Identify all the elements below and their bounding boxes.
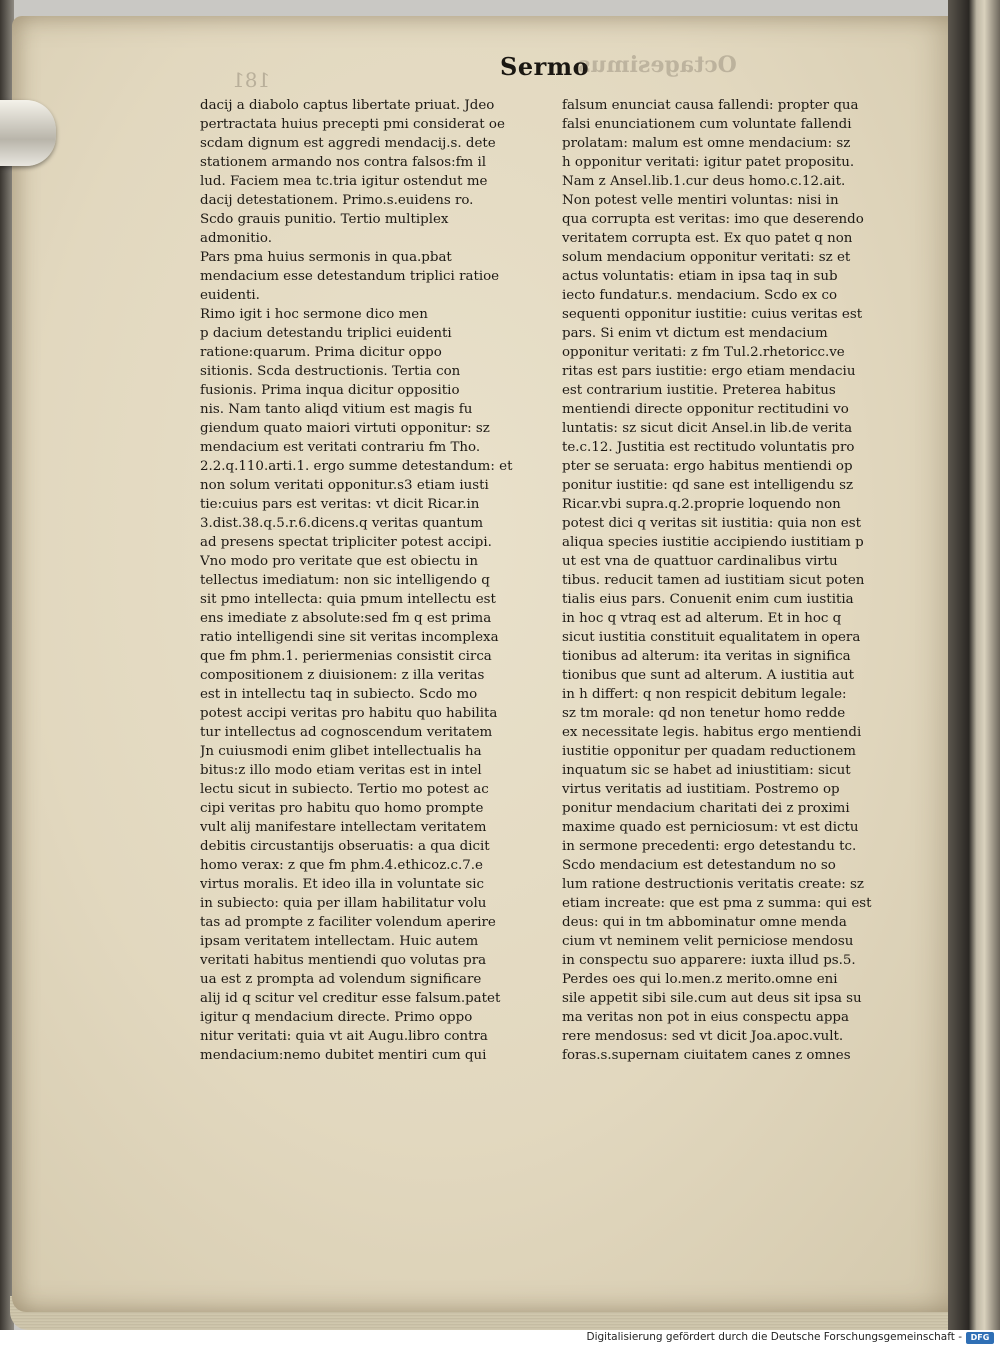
text-line: veritati habitus mentiendi quo volutas pra (200, 953, 487, 968)
text-line: lud. Faciem mea tc.tria igitur ostendut me (200, 174, 488, 189)
text-line: in conspectu suo apparere: iuxta illud ps.5. (562, 953, 856, 968)
text-line: que fm phm.1. periermenias consistit circa (200, 649, 492, 664)
text-line: mendacium:nemo dubitet mentiri cum qui (200, 1048, 487, 1063)
text-line: sequenti opponitur iustitie: cuius veritas est (562, 307, 863, 322)
page-clip (0, 100, 56, 166)
text-line: ratio intelligendi sine sit veritas incomplexa (200, 630, 499, 645)
text-line: inquatum sic se habet ad iniustitiam: sicut (562, 763, 851, 778)
text-line: tie:cuius pars est veritas: vt dicit Ricar.in (200, 497, 480, 512)
text-line: te.c.12. Justitia est rectitudo voluntatis pro (562, 440, 855, 455)
text-line: nitur veritati: quia vt ait Augu.libro contra (200, 1029, 488, 1044)
text-line: in h differt: q non respicit debitum legale: (562, 687, 847, 702)
text-line: tionibus que sunt ad alterum. A iustitia aut (562, 668, 854, 683)
text-line: ens imediate z absolute:sed fm q est prima (200, 611, 492, 626)
text-line: pars. Si enim vt dictum est mendacium (562, 326, 828, 341)
text-line: Ricar.vbi supra.q.2.proprie loquendo non (562, 497, 841, 512)
text-line: actus voluntatis: etiam in ipsa taq in sub (562, 269, 838, 284)
text-line: euidenti. (200, 288, 260, 303)
text-line: Scdo grauis punitio. Tertio multiplex (200, 212, 449, 227)
text-line: in sermone precedenti: ergo detestandu tc. (562, 839, 857, 854)
text-line: falsi enunciationem cum voluntate fallendi (562, 117, 852, 132)
text-line: sitionis. Scda destructionis. Tertia con (200, 364, 461, 379)
text-line: lectu sicut in subiecto. Tertio mo potest ac (200, 782, 489, 797)
text-line: pter se seruata: ergo habitus mentiendi op (562, 459, 853, 474)
text-line: mendacium est veritati contrariu fm Tho. (200, 440, 481, 455)
text-line: in hoc q vtraq est ad alterum. Et in hoc q (562, 611, 842, 626)
text-line: debitis circustantijs obseruatis: a qua dicit (200, 839, 490, 854)
text-line: virtus veritatis ad iustitiam. Postremo op (562, 782, 840, 797)
text-line: Nam z Ansel.lib.1.cur deus homo.c.12.ait. (562, 174, 846, 189)
text-line: deus: qui in tm abbominatur omne menda (562, 915, 847, 930)
text-line: prolatam: malum est omne mendacium: sz (562, 136, 851, 151)
text-line: ponitur mendacium charitati dei z proximi (562, 801, 850, 816)
text-line: sz tm morale: qd non tenetur homo redde (562, 706, 846, 721)
text-line: bitus:z illo modo etiam veritas est in intel (200, 763, 482, 778)
text-line: Scdo mendacium est detestandum no so (562, 858, 836, 873)
show-through-heading: Octagesimus (578, 52, 737, 78)
text-line: iecto fundatur.s. mendacium. Scdo ex co (562, 288, 838, 303)
text-line: qua corrupta est veritas: imo que deserendo (562, 212, 864, 227)
text-line: in subiecto: quia per illam habilitatur volu (200, 896, 487, 911)
text-line: aliqua species iustitie accipiendo iustitiam p (562, 535, 864, 550)
text-line: Perdes oes qui lo.men.z merito.omne eni (562, 972, 838, 987)
text-line: ua est z prompta ad volendum significare (200, 972, 482, 987)
text-line: Vno modo pro veritate que est obiectu in (200, 554, 478, 569)
text-line: tionibus ad alterum: ita veritas in significa (562, 649, 851, 664)
text-line: mendacium esse detestandum triplici ratioe (200, 269, 500, 284)
text-line: ratione:quarum. Prima dicitur oppo (200, 345, 442, 360)
text-line: luntatis: sz sicut dicit Ansel.in lib.de verita (562, 421, 853, 436)
text-line: tibus. reducit tamen ad iustitiam sicut poten (562, 573, 865, 588)
text-line: solum mendacium opponitur veritati: sz et (562, 250, 851, 265)
text-line: ritas est pars iustitie: ergo etiam mendaciu (562, 364, 856, 379)
text-line: pertractata huius precepti pmi considerat oe (200, 117, 505, 132)
text-line: Pars pma huius sermonis in qua.pbat (200, 250, 452, 265)
text-line: lum ratione destructionis veritatis create: sz (562, 877, 864, 892)
text-line: nis. Nam tanto aliqd vitium est magis fu (200, 402, 473, 417)
text-line: stationem armando nos contra falsos:fm il (200, 155, 487, 170)
text-line: tur intellectus ad cognoscendum veritatem (200, 725, 493, 740)
text-line: ad presens spectat tripliciter potest accipi. (200, 535, 492, 550)
text-line: p dacium detestandu triplici euidenti (200, 326, 452, 341)
text-line: igitur q mendacium directe. Primo oppo (200, 1010, 473, 1025)
text-line: tialis eius pars. Conuenit enim cum iustitia (562, 592, 854, 607)
text-line: maxime quado est perniciosum: vt est dictu (562, 820, 859, 835)
text-line: Rimo igit i hoc sermone dico men (200, 307, 428, 322)
book-edge-right (948, 0, 1000, 1330)
text-line: falsum enunciat causa fallendi: propter qua (562, 98, 859, 113)
text-line: foras.s.supernam ciuitatem canes z omnes (562, 1048, 851, 1063)
dfg-logo-icon: DFG (966, 1332, 994, 1344)
left-text-column (200, 96, 546, 1065)
text-line: cium vt neminem velit perniciose mendosu (562, 934, 854, 949)
text-line: potest dici q veritas sit iustitia: quia non est (562, 516, 861, 531)
text-line: tellectus imediatum: non sic intelligendo q (200, 573, 490, 588)
text-line: opponitur veritati: z fm Tul.2.rhetoricc.ve (562, 345, 845, 360)
text-line: ex necessitate legis. habitus ergo mentiendi (562, 725, 862, 740)
text-line: ponitur iustitie: qd sane est intelligendu sz (562, 478, 854, 493)
text-line: h opponitur veritati: igitur patet propositu. (562, 155, 855, 170)
text-line: ipsam veritatem intellectam. Huic autem (200, 934, 479, 949)
text-line: est in intellectu taq in subiecto. Scdo mo (200, 687, 478, 702)
text-line: 3.dist.38.q.5.r.6.dicens.q veritas quantum (200, 516, 484, 531)
text-line: dacij detestationem. Primo.s.euidens ro. (200, 193, 474, 208)
text-line: dacij a diabolo captus libertate priuat. Jdeo (200, 98, 495, 113)
running-head: Sermo (500, 52, 590, 81)
text-line: ut est vna de quattuor cardinalibus virtu (562, 554, 838, 569)
text-line: vult alij manifestare intellectam veritatem (200, 820, 487, 835)
text-line: sit pmo intellecta: quia pmum intellectu est (200, 592, 496, 607)
text-line: Jn cuiusmodi enim glibet intellectualis ha (200, 744, 482, 759)
text-line: sicut iustitia constituit equalitatem in opera (562, 630, 861, 645)
footer-bar (0, 1330, 1000, 1347)
text-line: iustitie opponitur per quadam reductionem (562, 744, 856, 759)
text-line: ma veritas non pot in eius conspectu appa (562, 1010, 849, 1025)
text-line: fusionis. Prima inqua dicitur oppositio (200, 383, 460, 398)
text-line: admonitio. (200, 231, 272, 246)
text-line: non solum veritati opponitur.s3 etiam iusti (200, 478, 489, 493)
text-line: homo verax: z que fm phm.4.ethicoz.c.7.e (200, 858, 483, 873)
text-line: etiam increate: que est pma z summa: qui est (562, 896, 872, 911)
text-line: alij id q scitur vel creditur esse falsum.patet (200, 991, 501, 1006)
text-line: cipi veritas pro habitu quo homo prompte (200, 801, 484, 816)
text-line: virtus moralis. Et ideo illa in voluntate sic (200, 877, 484, 892)
text-line: est contrarium iustitie. Preterea habitus (562, 383, 836, 398)
text-line: rere mendosus: sed vt dicit Joa.apoc.vult. (562, 1029, 844, 1044)
text-line: giendum quato maiori virtuti opponitur: sz (200, 421, 490, 436)
text-line: sile appetit sibi sile.cum aut deus sit ipsa su (562, 991, 862, 1006)
text-line: scdam dignum est aggredi mendacij.s. dete (200, 136, 496, 151)
right-text-column (562, 96, 912, 1065)
text-line: veritatem corrupta est. Ex quo patet q non (562, 231, 853, 246)
text-line: tas ad prompte z faciliter volendum aperire (200, 915, 496, 930)
text-line: compositionem z diuisionem: z illa veritas (200, 668, 485, 683)
text-line: potest accipi veritas pro habitu quo habilita (200, 706, 498, 721)
text-line: Non potest velle mentiri voluntas: nisi in (562, 193, 839, 208)
show-through-page-number: 181 (232, 68, 271, 92)
footer-credit: Digitalisierung gefördert durch die Deutsche Forschungsgemeinschaft - (586, 1331, 962, 1343)
text-line: 2.2.q.110.arti.1. ergo summe detestandum: et (200, 459, 513, 474)
text-line: mentiendi directe opponitur rectitudini vo (562, 402, 849, 417)
